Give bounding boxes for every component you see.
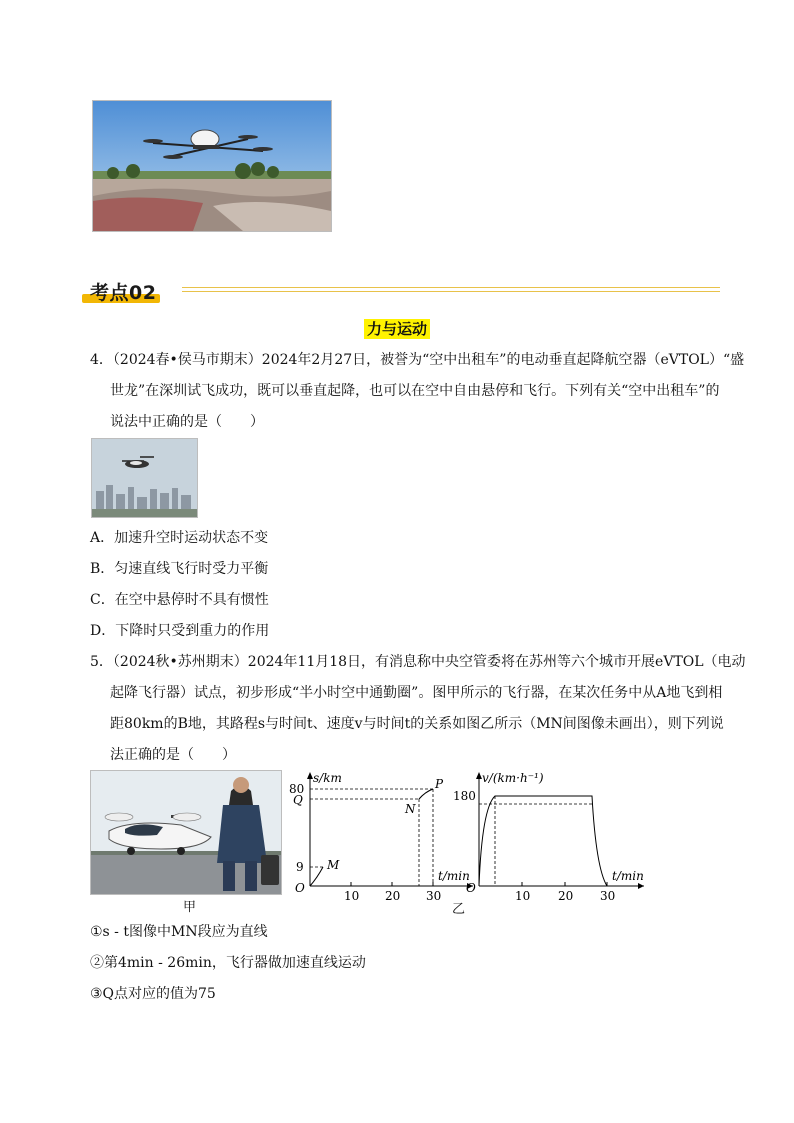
vt-graph xyxy=(452,768,652,918)
q5-line: 5．（2024秋•苏州期末）2024年11月18日，有消息称中央空管委将在苏州等六个城市开展eVTOL（电动 xyxy=(90,654,746,670)
q5-statement-1: ①s - t图像中MN段应为直线 xyxy=(90,924,268,940)
q5-statement-2: ②第4min - 26min，飞行器做加速直线运动 xyxy=(90,955,366,971)
section-header xyxy=(82,278,722,306)
topic-label: 力与运动 xyxy=(364,319,430,339)
q4-option-d: D．下降时只受到重力的作用 xyxy=(90,623,270,639)
st-x-tick-20: 20 xyxy=(385,889,401,903)
st-x-tick-10: 10 xyxy=(344,889,360,903)
q5-line: 起降飞行器）试点，初步形成“半小时空中通勤圈”。图甲所示的飞行器，在某次任务中从A地飞到相 xyxy=(110,685,723,701)
st-y-tick-q: Q xyxy=(293,793,303,807)
q4-option-c: C．在空中悬停时不具有惯性 xyxy=(90,592,269,608)
vt-y-axis-label: v/(km·h⁻¹) xyxy=(482,771,544,785)
st-origin: O xyxy=(295,881,305,895)
vt-x-tick-20: 20 xyxy=(558,889,574,903)
vt-x-axis-label: t/min xyxy=(612,869,644,883)
evtol-businessman-photo xyxy=(90,770,282,895)
st-y-tick-9: 9 xyxy=(296,860,304,874)
q5-line: 距80km的B地，其路程s与时间t、速度v与时间t的关系如图乙所示（MN间图像未画出），则下列说 xyxy=(110,716,724,732)
fig-jia-label: 甲 xyxy=(183,900,197,915)
section-rule xyxy=(182,291,720,292)
st-y-tick-80: 80 xyxy=(289,782,305,796)
q4-option-b: B．匀速直线飞行时受力平衡 xyxy=(90,561,269,577)
st-point-p: P xyxy=(435,777,444,791)
vt-x-tick-10: 10 xyxy=(515,889,531,903)
evtol-hover-photo xyxy=(92,100,332,232)
vt-origin: O xyxy=(466,881,476,895)
st-x-tick-30: 30 xyxy=(426,889,442,903)
st-y-axis-label: s/km xyxy=(313,771,342,785)
st-x-axis-label: t/min xyxy=(438,869,470,883)
topic-heading xyxy=(0,318,794,339)
section-rule xyxy=(182,287,720,288)
st-point-m: M xyxy=(327,858,340,872)
fig-yi-label: 乙 xyxy=(452,902,466,917)
section-title: 考点02 xyxy=(90,282,157,304)
q5-line: 法正确的是（ ） xyxy=(110,747,236,763)
q4-option-a: A．加速升空时运动状态不变 xyxy=(90,530,269,546)
st-point-n: N xyxy=(405,802,416,816)
evtol-city-photo xyxy=(91,438,198,518)
q4-line: 说法中正确的是（ ） xyxy=(110,414,264,430)
vt-x-tick-30: 30 xyxy=(600,889,616,903)
q5-statement-3: ③Q点对应的值为75 xyxy=(90,986,216,1002)
q4-line: 4．（2024春•侯马市期末）2024年2月27日，被誉为“空中出租车”的电动垂直起降航空器（eVTOL）“盛 xyxy=(90,352,745,368)
q4-line: 世龙”在深圳试飞成功，既可以垂直起降，也可以在空中自由悬停和飞行。下列有关“空中出租车”的 xyxy=(110,383,720,399)
vt-y-tick-180: 180 xyxy=(453,789,476,803)
